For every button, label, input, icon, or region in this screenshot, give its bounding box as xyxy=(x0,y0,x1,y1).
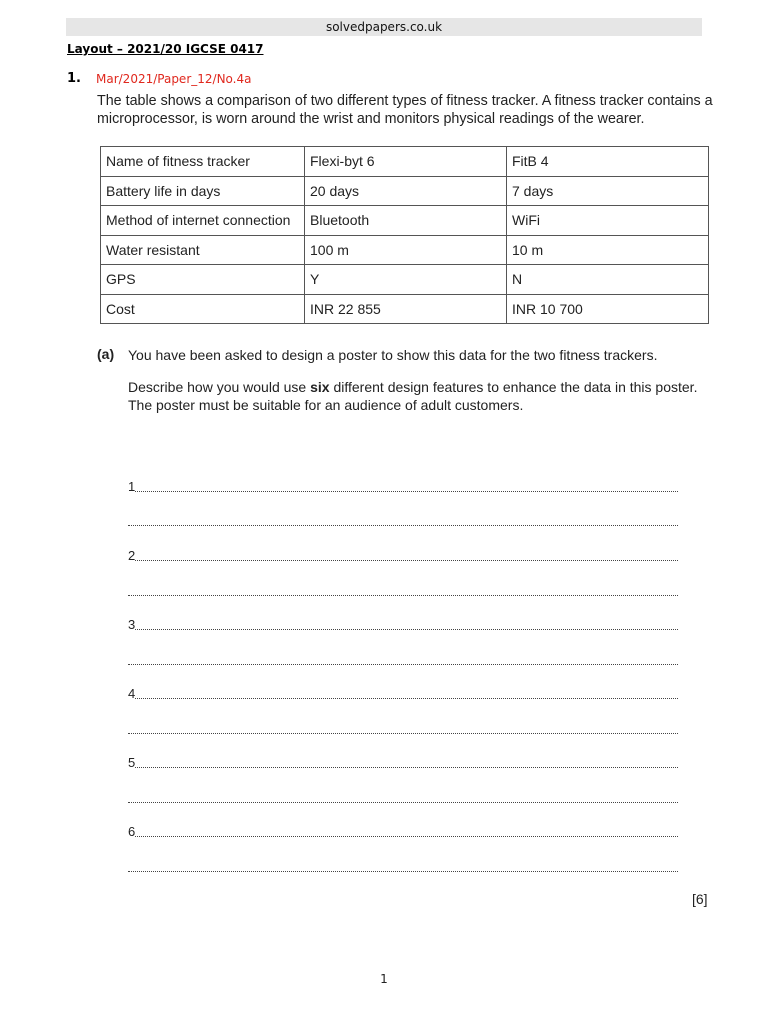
table-cell: Battery life in days xyxy=(101,176,305,206)
answer-number: 1 xyxy=(128,479,136,494)
answer-line-continuation[interactable] xyxy=(128,513,678,529)
question-intro: The table shows a comparison of two different types of fitness tracker. A fitness tracker contains a microprocessor, is worn around the wrist and monitors physical readings of the wearer. xyxy=(97,93,713,127)
table-cell: N xyxy=(507,265,709,295)
question-reference: Mar/2021/Paper_12/No.4a xyxy=(96,72,252,86)
table-cell: 20 days xyxy=(305,176,507,206)
table-row xyxy=(101,147,709,177)
table-cell: Bluetooth xyxy=(305,206,507,236)
comparison-table xyxy=(100,146,709,324)
answer-line-continuation[interactable] xyxy=(128,583,678,599)
site-name: solvedpapers.co.uk xyxy=(325,20,443,34)
answer-line-continuation[interactable] xyxy=(128,652,678,668)
table-cell: 100 m xyxy=(305,235,507,265)
page-number: 1 xyxy=(380,972,388,986)
answer-line-continuation[interactable] xyxy=(128,790,678,806)
answer-number: 4 xyxy=(128,686,136,701)
table-cell: Method of internet connection xyxy=(101,206,305,236)
table-row xyxy=(101,176,709,206)
table-cell: WiFi xyxy=(507,206,709,236)
table-row xyxy=(101,206,709,236)
table-row xyxy=(101,265,709,295)
answer-number: 5 xyxy=(128,755,136,770)
answer-line-5[interactable] xyxy=(128,755,678,771)
table-cell: INR 22 855 xyxy=(305,294,507,324)
section-title: Layout – 2021/20 IGCSE 0417 xyxy=(67,42,264,56)
answer-line-1[interactable] xyxy=(128,479,678,495)
table-cell: 7 days xyxy=(507,176,709,206)
table-cell: FitB 4 xyxy=(507,147,709,177)
table-cell: Cost xyxy=(101,294,305,324)
table-row xyxy=(101,235,709,265)
part-a-paragraph-1: You have been asked to design a poster to show this data for the two fitness trackers. xyxy=(128,347,658,363)
site-header-bar xyxy=(66,18,702,36)
part-a-paragraph-2: Describe how you would use six different design features to enhance the data in this poster. xyxy=(128,379,698,395)
answer-line-4[interactable] xyxy=(128,686,678,702)
answer-line-continuation[interactable] xyxy=(128,859,678,875)
table-cell: INR 10 700 xyxy=(507,294,709,324)
table-cell: Name of fitness tracker xyxy=(101,147,305,177)
table-cell: Flexi-byt 6 xyxy=(305,147,507,177)
answer-number: 3 xyxy=(128,617,136,632)
table-cell: GPS xyxy=(101,265,305,295)
marks-total: [6] xyxy=(692,891,708,907)
emphasis-six: six xyxy=(310,379,330,395)
part-a-paragraph-3: The poster must be suitable for an audience of adult customers. xyxy=(128,397,524,413)
answer-number: 2 xyxy=(128,548,136,563)
question-number: 1. xyxy=(67,71,81,86)
part-a-text xyxy=(128,346,718,414)
part-a-label: (a) xyxy=(97,346,115,362)
table-cell: 10 m xyxy=(507,235,709,265)
table-cell: Y xyxy=(305,265,507,295)
answer-line-6[interactable] xyxy=(128,824,678,840)
table-row xyxy=(101,294,709,324)
answer-line-3[interactable] xyxy=(128,617,678,633)
answer-line-continuation[interactable] xyxy=(128,721,678,737)
answer-line-2[interactable] xyxy=(128,548,678,564)
answer-number: 6 xyxy=(128,824,136,839)
table-cell: Water resistant xyxy=(101,235,305,265)
